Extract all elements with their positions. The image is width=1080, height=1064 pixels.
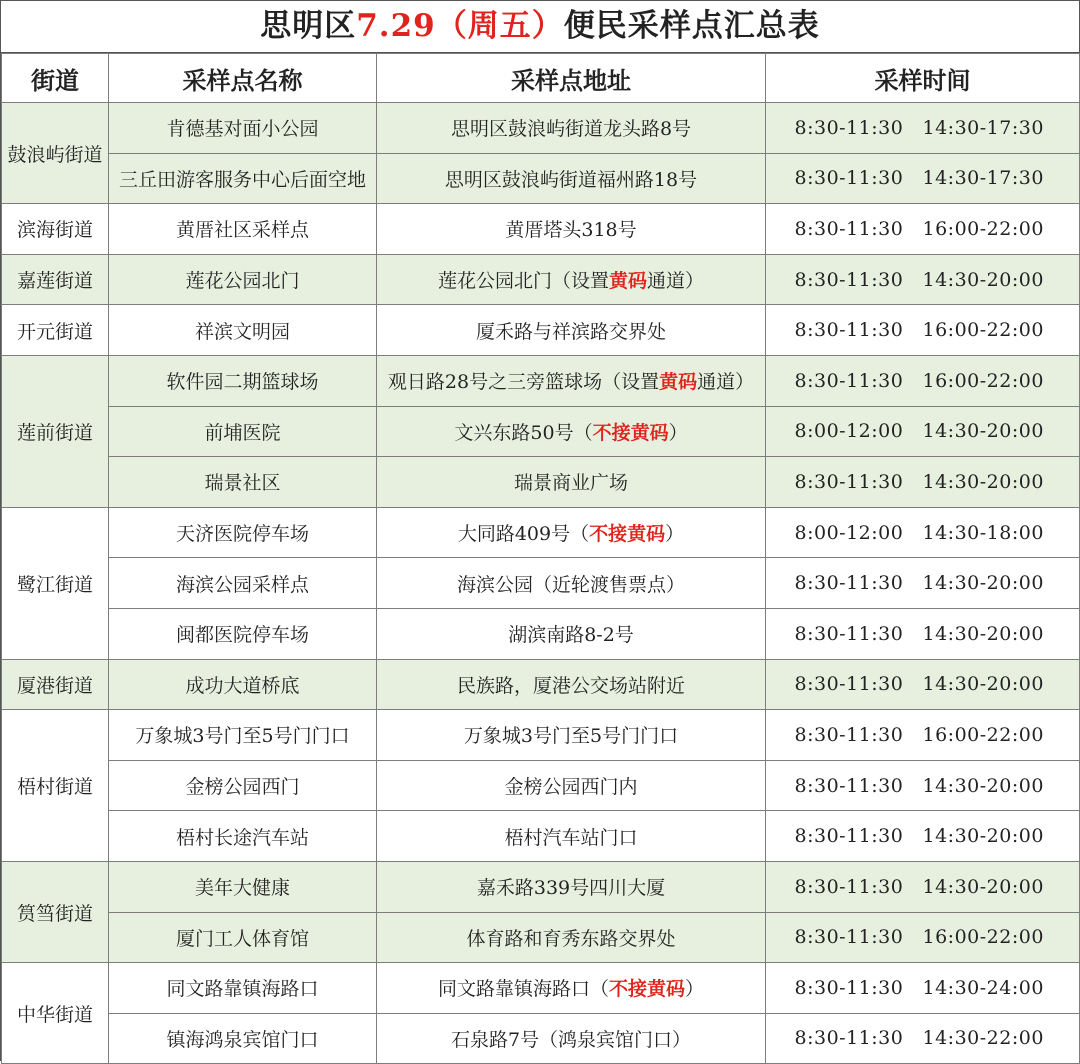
site-address-cell [377, 153, 766, 204]
site-name-cell: 镇海鸿泉宾馆门口 [109, 1013, 377, 1064]
table-row [2, 760, 1080, 811]
address-text: 瑞景商业广场 [513, 472, 628, 495]
morning-time: 8:30-11:30 [794, 319, 904, 342]
header-sampling-time: 采样时间 [766, 54, 1080, 103]
sampling-time-cell [766, 305, 1080, 356]
afternoon-time: 14:30-20:00 [922, 268, 1044, 291]
sampling-time-cell [766, 1013, 1080, 1064]
street-cell: 鹭江街道 [2, 507, 109, 659]
afternoon-time: 14:30-20:00 [922, 470, 1044, 493]
site-address-cell [377, 963, 766, 1014]
afternoon-time: 14:30-20:00 [922, 622, 1044, 645]
address-text: 金榜公园西门内 [504, 776, 638, 799]
morning-time: 8:30-11:30 [794, 268, 904, 291]
sampling-time-cell [766, 507, 1080, 558]
table-row [2, 1013, 1080, 1064]
street-cell: 筼筜街道 [2, 861, 109, 962]
sampling-time-cell [766, 103, 1080, 154]
sampling-time-cell [766, 457, 1080, 508]
site-address-cell [377, 760, 766, 811]
table-body [2, 103, 1080, 1064]
site-name-cell: 前埔医院 [109, 406, 377, 457]
site-name-cell: 梧村长途汽车站 [109, 811, 377, 862]
morning-time: 8:30-11:30 [794, 622, 904, 645]
title-prefix: 思明区 [260, 8, 357, 44]
afternoon-time: 14:30-20:00 [922, 572, 1044, 595]
afternoon-time: 14:30-20:00 [922, 825, 1044, 848]
address-text: 梧村汽车站门口 [504, 826, 638, 849]
morning-time: 8:30-11:30 [794, 369, 904, 392]
address-text: ） [685, 978, 705, 1001]
afternoon-time: 16:00-22:00 [922, 217, 1044, 240]
address-text: 万象城3号门至5号门门口 [463, 725, 679, 748]
site-address-cell [377, 1013, 766, 1064]
address-text: 民族路，厦港公交场站附近 [456, 674, 685, 697]
title-suffix: 便民采样点汇总表 [563, 8, 820, 44]
morning-time: 8:30-11:30 [794, 723, 904, 746]
afternoon-time: 14:30-24:00 [922, 976, 1044, 999]
site-name-cell: 闽都医院停车场 [109, 608, 377, 659]
site-address-cell [377, 355, 766, 406]
site-address-cell [377, 710, 766, 761]
table-row [2, 305, 1080, 356]
table-row [2, 558, 1080, 609]
page-title [1, 1, 1079, 53]
header-site-name: 采样点名称 [109, 54, 377, 103]
morning-time: 8:30-11:30 [794, 774, 904, 797]
morning-time: 8:30-11:30 [794, 976, 904, 999]
afternoon-time: 14:30-20:00 [922, 673, 1044, 696]
site-name-cell: 海滨公园采样点 [109, 558, 377, 609]
site-address-cell [377, 659, 766, 710]
afternoon-time: 16:00-22:00 [922, 369, 1044, 392]
street-cell: 嘉莲街道 [2, 254, 109, 305]
table-row [2, 710, 1080, 761]
sampling-time-cell [766, 608, 1080, 659]
address-text: 莲花公园北门（设置 [437, 270, 609, 293]
morning-time: 8:30-11:30 [794, 217, 904, 240]
site-address-cell [377, 507, 766, 558]
address-text: 大同路409号（ [457, 523, 590, 546]
afternoon-time: 14:30-18:00 [922, 521, 1044, 544]
site-name-cell: 金榜公园西门 [109, 760, 377, 811]
yellow-code-notice: 黄码 [659, 371, 698, 394]
table-row [2, 103, 1080, 154]
table-row [2, 204, 1080, 255]
yellow-code-notice: 不接黄码 [608, 978, 685, 1001]
sampling-sites-table [1, 53, 1080, 1064]
address-text: 通道） [697, 371, 755, 394]
address-text: 文兴东路50号（ [454, 421, 593, 444]
afternoon-time: 16:00-22:00 [922, 926, 1044, 949]
address-text: ） [665, 523, 685, 546]
site-name-cell: 瑞景社区 [109, 457, 377, 508]
site-name-cell: 肯德基对面小公园 [109, 103, 377, 154]
address-text: 体育路和育秀东路交界处 [466, 927, 676, 950]
morning-time: 8:00-12:00 [794, 420, 904, 443]
address-text: 通道） [647, 270, 705, 293]
site-address-cell [377, 406, 766, 457]
address-text: 嘉禾路339号四川大厦 [476, 877, 666, 900]
table-row [2, 861, 1080, 912]
site-name-cell: 三丘田游客服务中心后面空地 [109, 153, 377, 204]
sampling-time-cell [766, 710, 1080, 761]
site-name-cell: 祥滨文明园 [109, 305, 377, 356]
table-row [2, 659, 1080, 710]
yellow-code-notice: 黄码 [608, 270, 647, 293]
morning-time: 8:30-11:30 [794, 926, 904, 949]
site-address-cell [377, 103, 766, 154]
address-text: 黄厝塔头318号 [505, 219, 637, 242]
afternoon-time: 14:30-17:30 [922, 116, 1044, 139]
site-name-cell: 同文路靠镇海路口 [109, 963, 377, 1014]
site-name-cell: 天济医院停车场 [109, 507, 377, 558]
site-address-cell [377, 608, 766, 659]
table-row [2, 811, 1080, 862]
address-text: ） [668, 421, 688, 444]
address-text: 石泉路7号（鸿泉宾馆门口） [450, 1028, 692, 1051]
site-name-cell: 莲花公园北门 [109, 254, 377, 305]
afternoon-time: 14:30-20:00 [922, 420, 1044, 443]
sampling-time-cell [766, 204, 1080, 255]
site-name-cell: 成功大道桥底 [109, 659, 377, 710]
table-row [2, 608, 1080, 659]
sampling-time-cell [766, 861, 1080, 912]
table-row [2, 912, 1080, 963]
table-row [2, 406, 1080, 457]
header-street: 街道 [2, 54, 109, 103]
table-row [2, 355, 1080, 406]
morning-time: 8:00-12:00 [794, 521, 904, 544]
sampling-time-cell [766, 811, 1080, 862]
afternoon-time: 14:30-17:30 [922, 167, 1044, 190]
site-name-cell: 美年大健康 [109, 861, 377, 912]
yellow-code-notice: 不接黄码 [589, 523, 666, 546]
address-text: 同文路靠镇海路口（ [437, 978, 609, 1001]
site-address-cell [377, 457, 766, 508]
afternoon-time: 16:00-22:00 [922, 723, 1044, 746]
sampling-time-cell [766, 558, 1080, 609]
afternoon-time: 14:30-20:00 [922, 774, 1044, 797]
sampling-time-cell [766, 760, 1080, 811]
afternoon-time: 14:30-22:00 [922, 1027, 1044, 1050]
morning-time: 8:30-11:30 [794, 875, 904, 898]
site-name-cell: 黄厝社区采样点 [109, 204, 377, 255]
sampling-time-cell [766, 254, 1080, 305]
sampling-time-cell [766, 153, 1080, 204]
site-address-cell [377, 305, 766, 356]
site-name-cell: 厦门工人体育馆 [109, 912, 377, 963]
sampling-time-cell [766, 355, 1080, 406]
sampling-time-cell [766, 659, 1080, 710]
street-cell: 厦港街道 [2, 659, 109, 710]
morning-time: 8:30-11:30 [794, 1027, 904, 1050]
table-row [2, 507, 1080, 558]
morning-time: 8:30-11:30 [794, 673, 904, 696]
afternoon-time: 16:00-22:00 [922, 319, 1044, 342]
sampling-time-cell [766, 963, 1080, 1014]
table-row [2, 254, 1080, 305]
morning-time: 8:30-11:30 [794, 470, 904, 493]
street-cell: 鼓浪屿街道 [2, 103, 109, 204]
yellow-code-notice: 不接黄码 [592, 421, 669, 444]
morning-time: 8:30-11:30 [794, 167, 904, 190]
address-text: 海滨公园（近轮渡售票点） [456, 573, 685, 596]
street-cell: 滨海街道 [2, 204, 109, 255]
site-address-cell [377, 811, 766, 862]
site-address-cell [377, 861, 766, 912]
table-row [2, 153, 1080, 204]
street-cell: 梧村街道 [2, 710, 109, 862]
sampling-time-cell [766, 406, 1080, 457]
address-text: 思明区鼓浪屿街道福州路18号 [444, 168, 698, 191]
site-address-cell [377, 254, 766, 305]
street-cell: 莲前街道 [2, 355, 109, 507]
sampling-time-cell [766, 912, 1080, 963]
site-address-cell [377, 912, 766, 963]
site-address-cell [377, 204, 766, 255]
header-site-address: 采样点地址 [377, 54, 766, 103]
table-row [2, 963, 1080, 1014]
address-text: 思明区鼓浪屿街道龙头路8号 [450, 118, 692, 141]
street-cell: 中华街道 [2, 963, 109, 1064]
afternoon-time: 14:30-20:00 [922, 875, 1044, 898]
address-text: 观日路28号之三旁篮球场（设置 [387, 371, 660, 394]
address-text: 湖滨南路8-2号 [508, 624, 634, 647]
site-name-cell: 万象城3号门至5号门门口 [109, 710, 377, 761]
site-address-cell [377, 558, 766, 609]
site-name-cell: 软件园二期篮球场 [109, 355, 377, 406]
morning-time: 8:30-11:30 [794, 572, 904, 595]
table-row [2, 457, 1080, 508]
title-date: 7.29（周五） [356, 8, 564, 44]
header-row [2, 54, 1080, 103]
street-cell: 开元街道 [2, 305, 109, 356]
morning-time: 8:30-11:30 [794, 116, 904, 139]
morning-time: 8:30-11:30 [794, 825, 904, 848]
address-text: 厦禾路与祥滨路交界处 [475, 320, 666, 343]
